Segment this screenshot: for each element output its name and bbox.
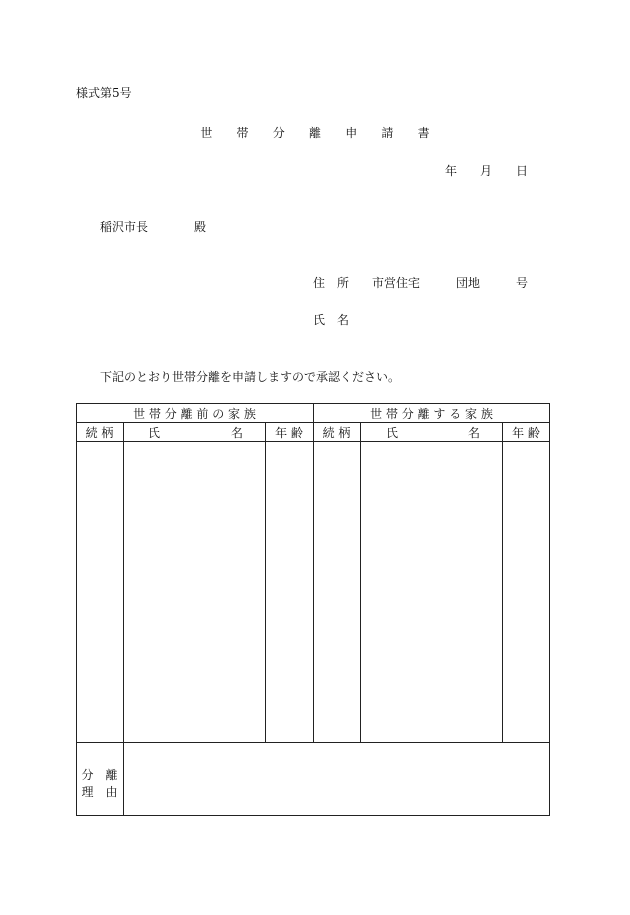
after-name-header-second: 名 — [468, 426, 481, 440]
date-month-label: 月 — [480, 164, 493, 178]
before-age-header: 年 齢 — [275, 426, 303, 440]
housing-label: 市営住宅 — [372, 276, 421, 290]
date-year-label: 年 — [445, 164, 458, 178]
after-name-header-first: 氏 — [386, 426, 399, 440]
applicant-name-label: 氏 名 — [313, 313, 350, 327]
after-separation-header-text: 世 帯 分 離 す る 家 族 — [370, 407, 493, 421]
address-label: 住 所 — [313, 276, 350, 290]
form-title-text: 世 帯 分 離 申 請 書 — [200, 126, 440, 140]
before-separation-header — [76, 405, 313, 422]
reason-label-line-2: 理 由 — [81, 785, 118, 799]
room-number-label: 号 — [516, 276, 529, 290]
addressee-name: 稲沢市長 — [100, 220, 149, 234]
form-number: 様式第5号 — [76, 86, 132, 100]
after-relation-header: 続 柄 — [322, 426, 351, 440]
form-title — [0, 124, 630, 141]
reason-label-line-1: 分 離 — [81, 768, 118, 782]
reason-entry-field[interactable] — [124, 743, 549, 815]
addressee-honorific: 殿 — [194, 220, 207, 234]
family-table — [76, 403, 550, 816]
before-relation-header: 続 柄 — [85, 426, 114, 440]
before-relation-cell[interactable] — [77, 442, 123, 742]
after-age-header: 年 齢 — [512, 426, 540, 440]
before-name-cell[interactable] — [124, 442, 265, 742]
before-age-cell[interactable] — [266, 442, 313, 742]
after-separation-header — [313, 405, 550, 422]
date-day-label: 日 — [516, 164, 529, 178]
before-name-header-first: 氏 — [148, 426, 161, 440]
after-relation-cell[interactable] — [314, 442, 360, 742]
danchi-label: 団地 — [456, 276, 481, 290]
after-name-cell[interactable] — [361, 442, 502, 742]
before-name-header-second: 名 — [231, 426, 244, 440]
before-separation-header-text: 世 帯 分 離 前 の 家 族 — [133, 407, 256, 421]
request-statement: 下記のとおり世帯分離を申請しますので承認ください。 — [100, 370, 401, 384]
after-age-cell[interactable] — [503, 442, 549, 742]
